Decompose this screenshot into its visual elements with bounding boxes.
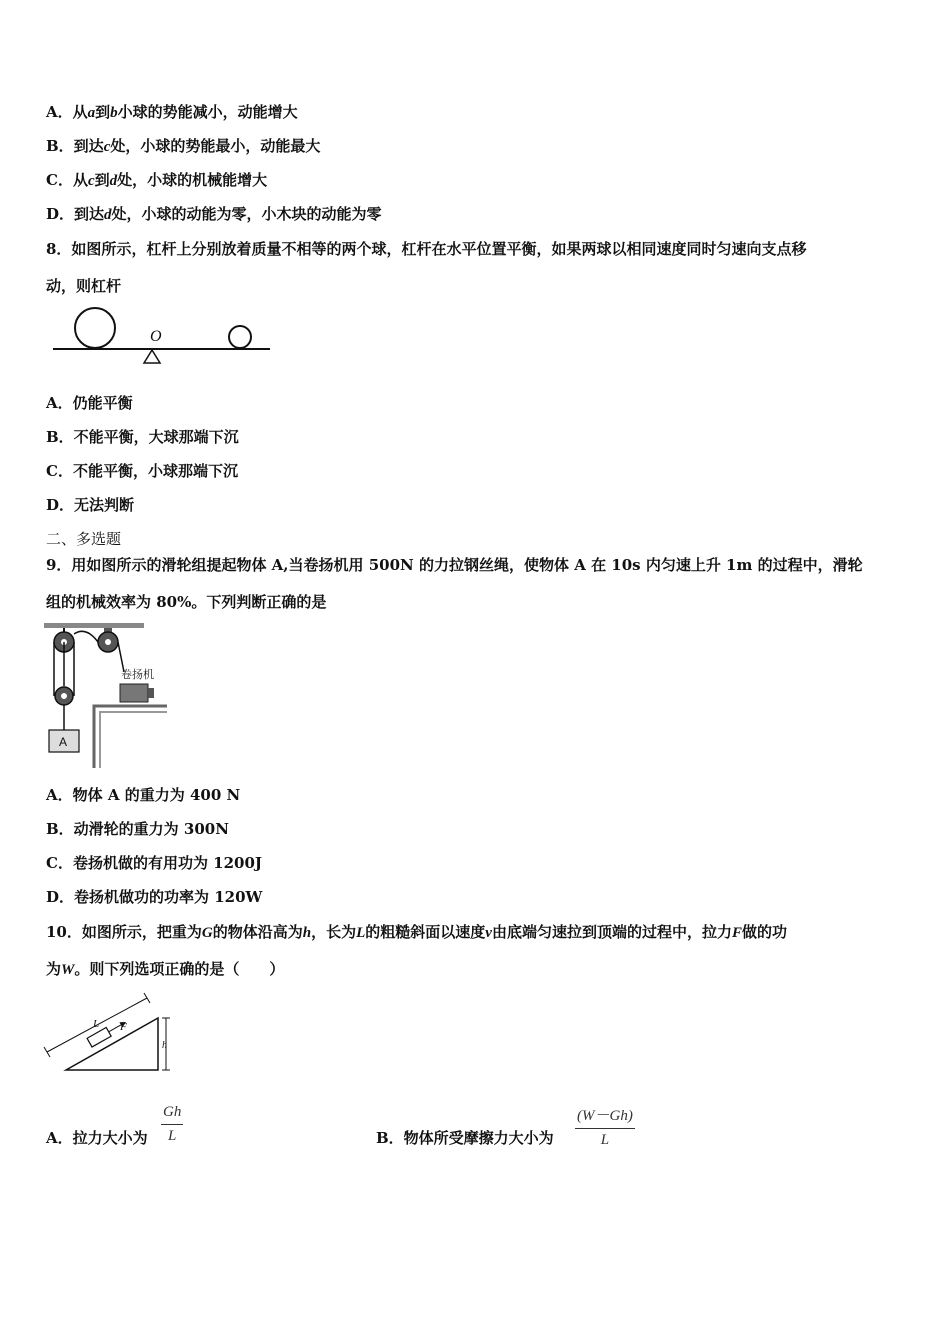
incline bbox=[66, 1018, 158, 1070]
winch-label: 卷扬机 bbox=[121, 668, 154, 681]
q8-option-a: A．仍能平衡 bbox=[46, 394, 133, 412]
force-label: F bbox=[120, 1021, 127, 1033]
q8-option-d: D．无法判断 bbox=[46, 496, 135, 514]
fulcrum-label: O bbox=[150, 328, 162, 345]
fraction-a-numerator: Gh bbox=[161, 1104, 183, 1125]
q10-option-b: B．物体所受摩擦力大小为 bbox=[376, 1129, 554, 1147]
length-label: L bbox=[93, 1018, 100, 1030]
small-ball bbox=[229, 326, 251, 348]
q10-stem-line2: 为W。则下列选项正确的是（ ） bbox=[46, 960, 285, 978]
fraction-b-numerator: (W－Gh) bbox=[575, 1104, 635, 1129]
q7-option-d: D．到达d处，小球的动能为零，小木块的动能为零 bbox=[46, 205, 382, 223]
q7-option-c: C．从c到d处，小球的机械能增大 bbox=[46, 171, 268, 189]
q8-option-c: C．不能平衡，小球那端下沉 bbox=[46, 462, 238, 480]
q10-stem-line1: 10．如图所示，把重为G的物体沿高为h，长为L的粗糙斜面以速度v由底端匀速拉到顶端的过程中，拉力F做的功 bbox=[46, 923, 787, 941]
q9-option-b: B．动滑轮的重力为 300N bbox=[46, 820, 229, 838]
fraction-a-denominator: L bbox=[168, 1128, 177, 1144]
q10-option-a-fraction bbox=[161, 1104, 183, 1145]
q7-option-b: B．到达c处，小球的势能最小，动能最大 bbox=[46, 137, 321, 155]
block-a-label: A bbox=[59, 735, 68, 749]
fulcrum bbox=[144, 350, 160, 363]
fraction-b-denominator: L bbox=[600, 1132, 610, 1148]
q10-option-a: A．拉力大小为 bbox=[46, 1129, 148, 1147]
q8-stem-line2: 动，则杠杆 bbox=[46, 277, 122, 295]
q7-option-a: A．从a到b小球的势能减小，动能增大 bbox=[46, 103, 298, 121]
section-heading: 二、多选题 bbox=[46, 530, 122, 548]
pulley-figure bbox=[42, 620, 172, 770]
q8-option-b: B．不能平衡，大球那端下沉 bbox=[46, 428, 239, 446]
height-label: h bbox=[162, 1040, 167, 1051]
q9-option-a: A．物体 A 的重力为 400 N bbox=[46, 786, 241, 804]
large-ball bbox=[75, 308, 115, 348]
q10-option-b-fraction bbox=[575, 1104, 635, 1149]
block-on-incline bbox=[87, 1027, 111, 1047]
winch bbox=[120, 684, 148, 702]
incline-figure bbox=[40, 990, 180, 1075]
q9-option-c: C．卷扬机做的有用功为 1200J bbox=[46, 854, 263, 872]
q8-stem-line1: 8．如图所示，杠杆上分别放着质量不相等的两个球，杠杆在水平位置平衡，如果两球以相同速度同时匀速向支点移 bbox=[46, 240, 807, 258]
lever-figure bbox=[48, 305, 278, 370]
q9-stem-line1: 9．用如图所示的滑轮组提起物体 A,当卷扬机用 500N 的力拉钢丝绳，使物体 A 在 10s 内匀速上升 1m 的过程中，滑轮 bbox=[46, 556, 863, 574]
q9-stem-line2: 组的机械效率为 80%。下列判断正确的是 bbox=[46, 593, 327, 611]
q9-option-d: D．卷扬机做功的功率为 120W bbox=[46, 888, 263, 906]
